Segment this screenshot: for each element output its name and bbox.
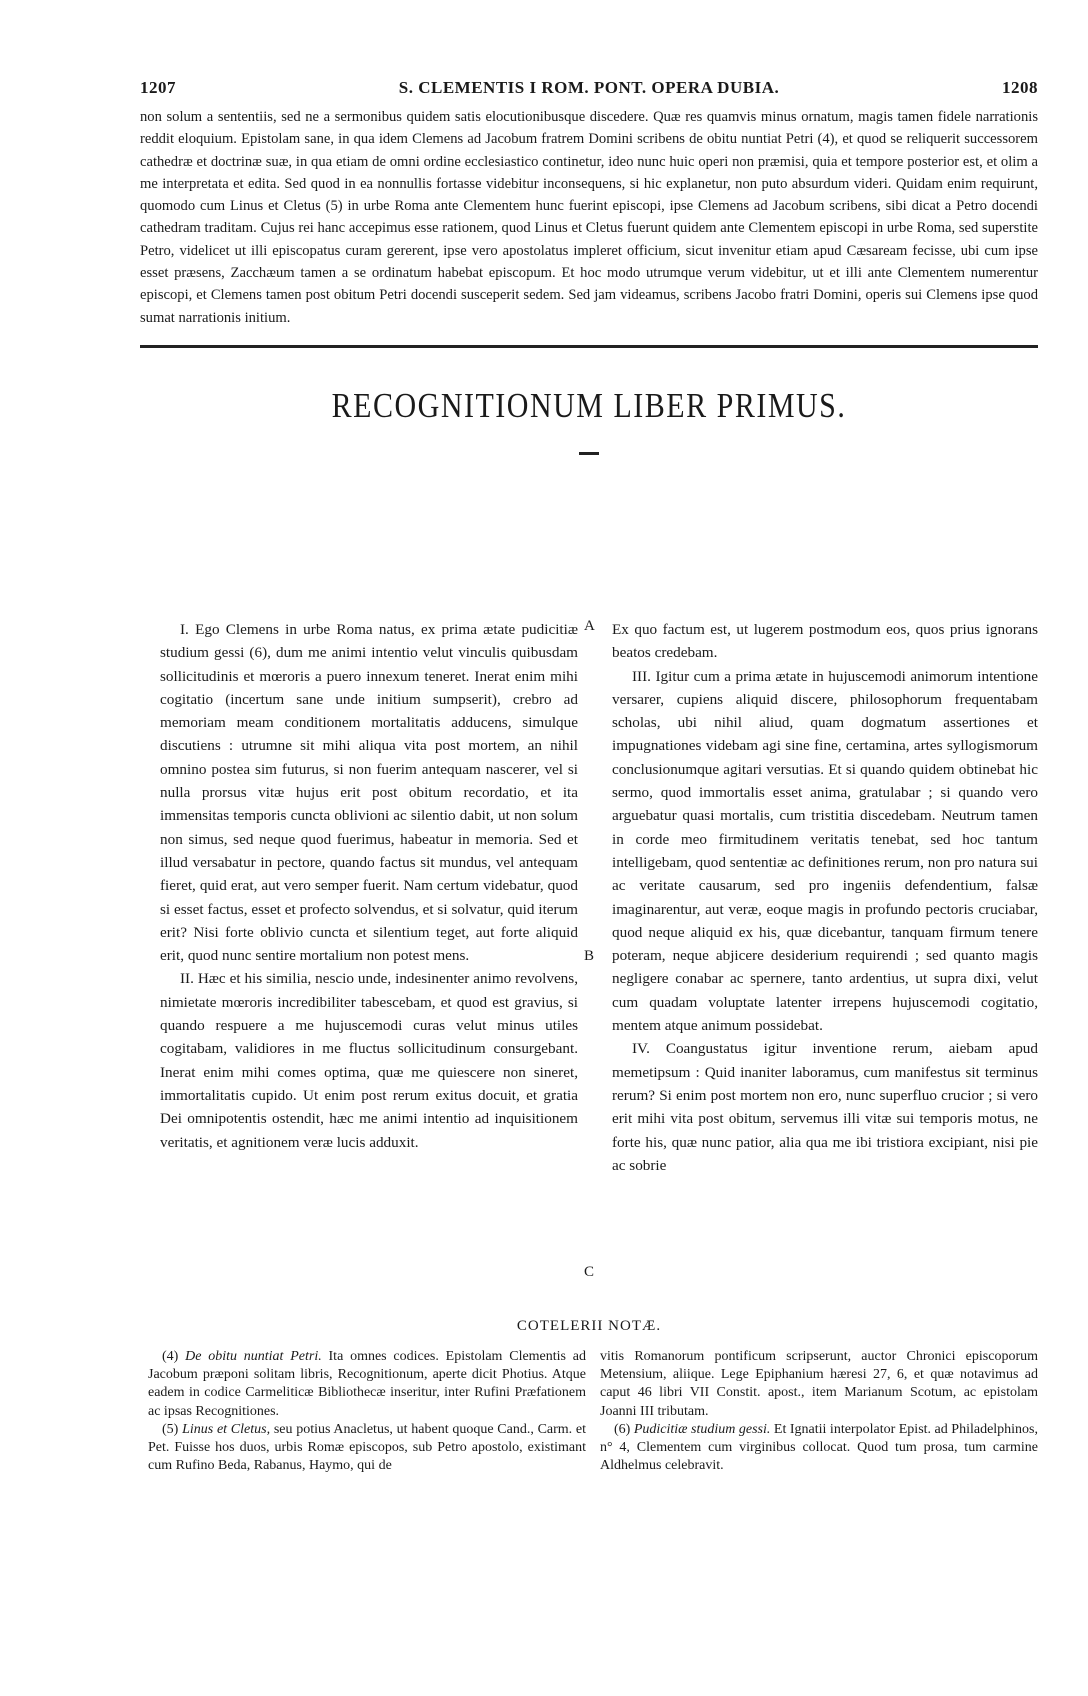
running-title: S. CLEMENTIS I ROM. PONT. OPERA DUBIA. [398,78,780,97]
page-number-right: 1208 [1002,78,1038,97]
note-text: vitis Romanorum pontificum scripserunt, auctor Chronici episcoporum Metensium, aliique. Lege Epiphanium hæresi 27, 6, et quæ notavimus ad caput 46 libri VII Constit. apost., item Marianum Scotum, ac epistolam Joanni III tributam. [600,1349,1038,1419]
notes [140,1348,1038,1548]
left-column [160,618,578,1154]
main-columns [140,618,1038,1318]
note [148,1348,586,1421]
paragraph: IV. Coangustatus igitur inventione rerum, aiebam apud memetipsum : Quid inaniter laboramus, cum manifestus sit terminus rerum? Si enim post mortem non ero, nunc superfluo crucior ; si vero erit mihi vita post obitum, servemus illi vitæ sui temporis motus, ne forte his, quæ nunc patior, alia qua me ibi tristiora excipiant, nisi pie ac sobrie [612,1040,1038,1174]
notes-right-column [600,1348,1038,1475]
page-number-left: 1207 [140,78,176,97]
note-text: seu potius Anacletus, ut habent quoque Cand., Carm. et Pet. Fuisse hos duos, urbis Romæ episcopos, sub Petro apostolo, existimant cum Rufino Beda, Rabanus, Haymo, qui de [148,1421,587,1474]
running-head [140,78,1038,100]
margin-marker-b: B [584,948,595,964]
note-lemma: Linus et Cletus, [182,1421,271,1437]
preface-text: non solum a sententiis, sed ne a sermonibus quidem satis elocutionibusque discedere. Quæ res quamvis minus ornatum, magis tamen fidele narrationis reddit eloquium. Epistolam sane, in qua idem Clemens ad Jacobum fratrem Domini scribens de obitu nuntiat Petri (4), et quod se reliquerit successorem cathedræ et doctrinæ suæ, in qua etiam de omni ordine ecclesiastico continetur, ideo nunc huic operi non præmisi, quia et tempore posterior est, et olim a me interpretata et edita. Sed quod in ea nonnullis fortasse videbitur inconsequens, si hic explanetur, non puto absurdum videri. Quidam enim requirunt, quomodo cum Linus et Cletus (5) in urbe Roma ante Clementem hunc fuerint episcopi, ipse Clemens ad Jacobum scribens, sibi dicat a Petro docendi cathedram traditam. Cujus rei hanc accepimus esse rationem, quod Linus et Cletus fuerunt quidem ante Clementem episcopi in urbe Roma, sed superstite Petro, videlicet ut illi episcopatus curam gererent, ipse vero apostolatus impleret officium, sicut invenitur etiam apud Cæsaream fecisse, ubi cum ipse esset præsens, Zacchæum tamen a se ordinatum habebat episcopum. Et hoc modo utrumque verum videbitur, ut et illi ante Clementem numerentur episcopi, et Clemens tamen post obitum Petri docendi susceperit sedem. Sed jam videamus, scribens Jacobo fratri Domini, operis sui Clemens ipse quod sumat narrationis initium. [140,109,1038,326]
note-label: (5) [162,1421,183,1437]
note [148,1421,586,1476]
note [600,1421,1038,1476]
note-lemma: De obitu nuntiat Petri. [185,1349,322,1364]
title-dash [579,452,599,455]
section-rule [140,345,1038,348]
note-lemma: Pudicitiæ studium gessi. [633,1421,771,1437]
paragraph: I. Ego Clemens in urbe Roma natus, ex prima ætate pudicitiæ studium gessi (6), dum me animi intentio velut vinculis quibusdam sollicitudinis et mœroris a puero innexum teneret. Inerat enim mihi cogitatio (incertum sane unde initium sumpserit), crebro ad memoriam meam conditionem mortalitatis adducens, simulque discutiens : utrumne sit mihi aliqua vita post mortem, an nihil omnino postea sim futurus, si non fuerim antequam nascerer, vel si nulla prorsus vitæ hujus erit post obitum recordatio, et ita immensitas temporis cuncta oblivioni ac silentio dabit, ut non solum non simus, sed neque quod fuerimus, habeatur in memoria. Sed et illud versabatur in pectore, quando factus sit mundus, vel antequam fieret, quid erat, aut vero semper fuerit. Nam certum videbatur, quod si esset factus, esset et profecto solvendus, et si solvatur, quid iterum erit? Nisi forte oblivio cuncta et silentium teget, aut forte aliquid erit, quod nunc sentire mortalium non potest mens. [160,621,578,965]
margin-marker-a: A [584,618,595,634]
note-label: (6) [614,1421,634,1437]
paragraph: III. Igitur cum a prima ætate in hujuscemodi animorum intentione versarer, cupiens aliquid discere, philosophorum frequentabam scholas, ubi nihil aliud, quam dogmatum assertiones et impugnationes videbam agi sine fine, certamina, artes syllogismorum conclusionumque agitari versutias. Et si quando quidem obtinebat hic sermo, quod immortalis esset anima, gratulabar ; si quando vero arguebatur quasi mortalis, cum tristitia discedebam. Neutrum tamen in corde meo firmitudinem veritatis tenebat, sed hoc tantum intelligebam, quod sententiæ ac definitiones rerum, non pro natura sui ac veritate causarum, sed pro ingeniis defendentium, falsæ imaginarentur, aut veræ, eoque magis in profundo pectoris cruciabar, quod neque aliquid ex his, quæ dicebantur, tanquam firmum tenere poteram, neque abjicere desiderium requirendi ; sed quanto magis negligere conabar ac spernere, tanto ardentius, ut supra dixi, velut cum quadam voluptate latenter irrepens hujuscemodi cogitatio, mentem atque animum possidebat. [612,667,1038,1035]
note-text: Et Ignatii interpolator Epist. ad Philadelphinos, n° 4, Clementem cum virginibus collocat. Quod tum prosa, tum carmine Aldhelmus celebravit. [600,1421,1039,1474]
right-column [612,618,1038,1177]
paragraph: II. Hæc et his similia, nescio unde, indesinenter animo revolvens, nimietate mœroris incredibiliter tabescebam, et quod est gravius, si quando respuere a me hujuscemodi curas velut minus utiles cogitabam, validiores in me fluctus sollicitudinum consurgebant. Inerat enim mihi comes optima, quæ me quiescere non sineret, immortalitatis cupido. Ut enim post rerum exitus docuit, et gratia Dei omnipotentis ostendit, hæc me animi intentio ad inquisitionem veritatis, et agnitionem veræ lucis adduxit. [160,970,578,1151]
note [600,1348,1038,1421]
notes-title: COTELERII NOTÆ. [516,1318,662,1334]
note-label: (4) [162,1349,186,1364]
margin-marker-c: C [584,1264,595,1280]
book-title: RECOGNITIONUM LIBER PRIMUS. [331,386,847,425]
paragraph: Ex quo factum est, ut lugerem postmodum eos, quos prius ignorans beatos credebam. [612,621,1038,662]
notes-left-column [148,1348,586,1475]
note-text: Ita omnes codices. Epistolam Clementis ad Jacobum præponi solitam libris, Recognitionum, aperte dicit Photius. Atque eadem in codice Carmeliticæ Bibliothecæ inseritur, inter Rufini Præfationem ac ipsas Recognitiones. [148,1349,586,1419]
page [140,78,1038,455]
